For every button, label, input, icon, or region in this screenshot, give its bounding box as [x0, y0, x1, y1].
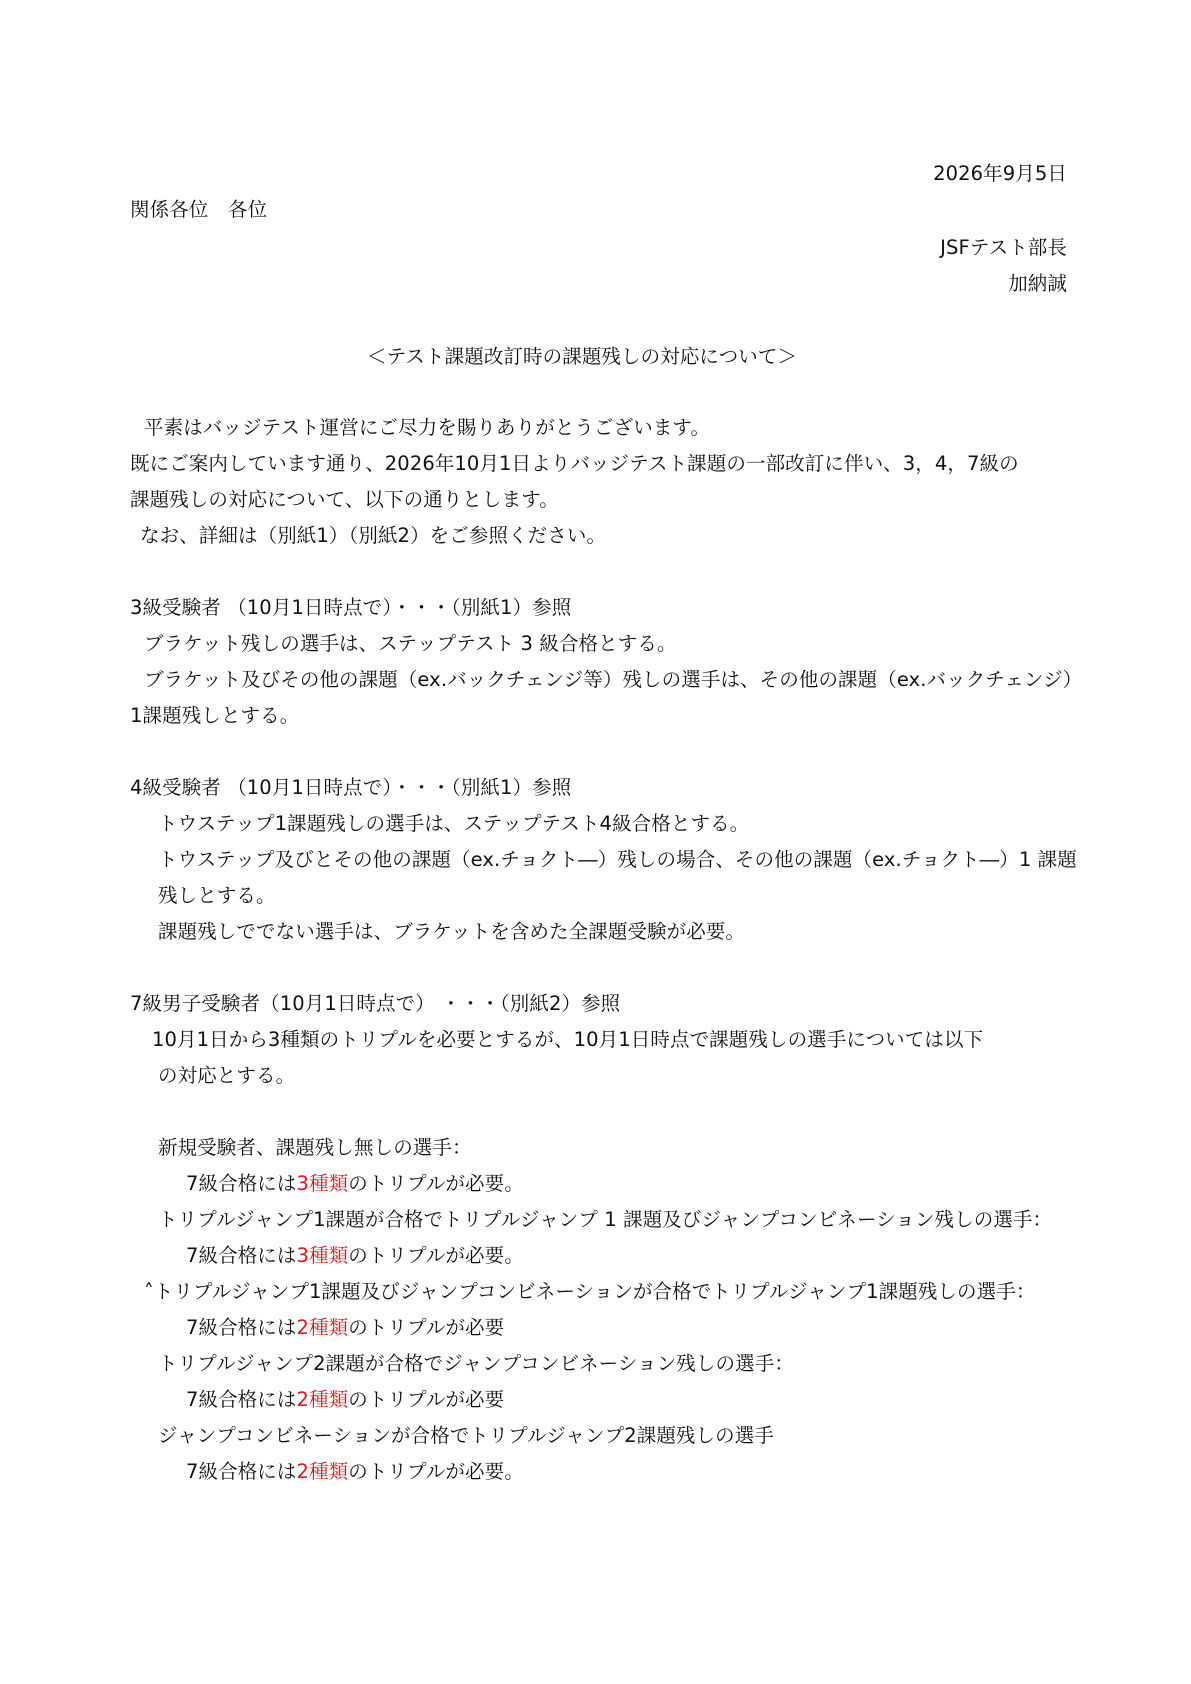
- requirement-suffix: のトリプルが必要。: [348, 1244, 524, 1267]
- grade4-line-3: 残しとする。: [158, 884, 276, 907]
- grade7-line-2: の対応とする。: [158, 1064, 296, 1087]
- grade7-case-condition: トリプルジャンプ1課題が合格でトリプルジャンプ 1 課題及びジャンプコンビネーション残しの選手：: [158, 1208, 1053, 1231]
- requirement-suffix: のトリプルが必要。: [348, 1460, 524, 1483]
- grade7-case-requirement: [186, 1314, 504, 1342]
- triple-count-highlight: 3種類: [296, 1244, 349, 1267]
- triple-count-highlight: 3種類: [296, 1172, 349, 1195]
- triple-count-highlight: 2種類: [296, 1460, 349, 1483]
- grade4-heading: 4級受験者 （10月1日時点で）・・・（別紙1）参照: [130, 776, 572, 799]
- grade7-case-requirement: [186, 1458, 524, 1486]
- grade7-heading: 7級男子受験者（10月1日時点で） ・・・（別紙2）参照: [130, 992, 621, 1015]
- grade7-case-condition: ジャンプコンビネーションが合格でトリプルジャンプ2課題残しの選手: [158, 1424, 774, 1447]
- requirement-prefix: 7級合格には: [186, 1172, 297, 1195]
- intro-line-3: 課題残しの対応について、以下の通りとします。: [130, 488, 559, 511]
- grade7-case-requirement: [186, 1170, 524, 1198]
- requirement-prefix: 7級合格には: [186, 1316, 297, 1339]
- document-title: ＜テスト課題改訂時の課題残しの対応について＞: [367, 345, 798, 368]
- requirement-prefix: 7級合格には: [186, 1244, 297, 1267]
- grade7-case-condition: トリプルジャンプ2課題が合格でジャンプコンビネーション残しの選手：: [158, 1352, 794, 1375]
- grade3-line-1: ブラケット残しの選手は、ステップテスト 3 級合格とする。: [144, 632, 677, 655]
- requirement-prefix: 7級合格には: [186, 1388, 297, 1411]
- intro-line-2: 既にご案内しています通り、2026年10月1日よりバッジテスト課題の一部改訂に伴い、3，4，7級の: [130, 452, 1019, 475]
- grade3-line-3: 1課題残しとする。: [130, 704, 300, 727]
- triple-count-highlight: 2種類: [296, 1316, 349, 1339]
- grade7-case-requirement: [186, 1242, 524, 1270]
- requirement-prefix: 7級合格には: [186, 1460, 297, 1483]
- intro-line-4: なお、詳細は（別紙1）（別紙2）をご参照ください。: [140, 524, 607, 547]
- addressee: 関係各位 各位: [130, 198, 268, 221]
- grade4-line-1: トウステップ1課題残しの選手は、ステップテスト4級合格とする。: [158, 812, 750, 835]
- grade7-case-condition: ˄トリプルジャンプ1課題及びジャンプコンビネーションが合格でトリプルジャンプ1課題残しの選手：: [144, 1280, 1036, 1303]
- grade3-line-2: ブラケット及びその他の課題（ex.バックチェンジ等）残しの選手は、その他の課題（ex.バックチェンジ）: [144, 668, 1083, 691]
- grade4-line-4: 課題残しででない選手は、ブラケットを含めた全課題受験が必要。: [158, 920, 746, 943]
- grade7-line-1: 10月1日から3種類のトリプルを必要とするが、10月1日時点で課題残しの選手については以下: [152, 1028, 984, 1051]
- requirement-suffix: のトリプルが必要: [348, 1388, 505, 1411]
- document-date: 2026年9月5日: [933, 162, 1067, 185]
- grade3-heading: 3級受験者 （10月1日時点で）・・・（別紙1）参照: [130, 596, 572, 619]
- requirement-suffix: のトリプルが必要: [348, 1316, 505, 1339]
- intro-line-1: 平素はバッジテスト運営にご尽力を賜りありがとうございます。: [144, 416, 711, 439]
- sender-title: JSFテスト部長: [940, 236, 1067, 259]
- grade7-case-condition: 新規受験者、課題残し無しの選手：: [158, 1136, 472, 1159]
- triple-count-highlight: 2種類: [296, 1388, 349, 1411]
- grade4-line-2: トウステップ及びとその他の課題（ex.チョクト―）残しの場合、その他の課題（ex.チョクト―）1 課題: [158, 848, 1077, 871]
- requirement-suffix: のトリプルが必要。: [348, 1172, 524, 1195]
- grade7-case-requirement: [186, 1386, 504, 1414]
- sender-name: 加納誠: [1008, 272, 1067, 295]
